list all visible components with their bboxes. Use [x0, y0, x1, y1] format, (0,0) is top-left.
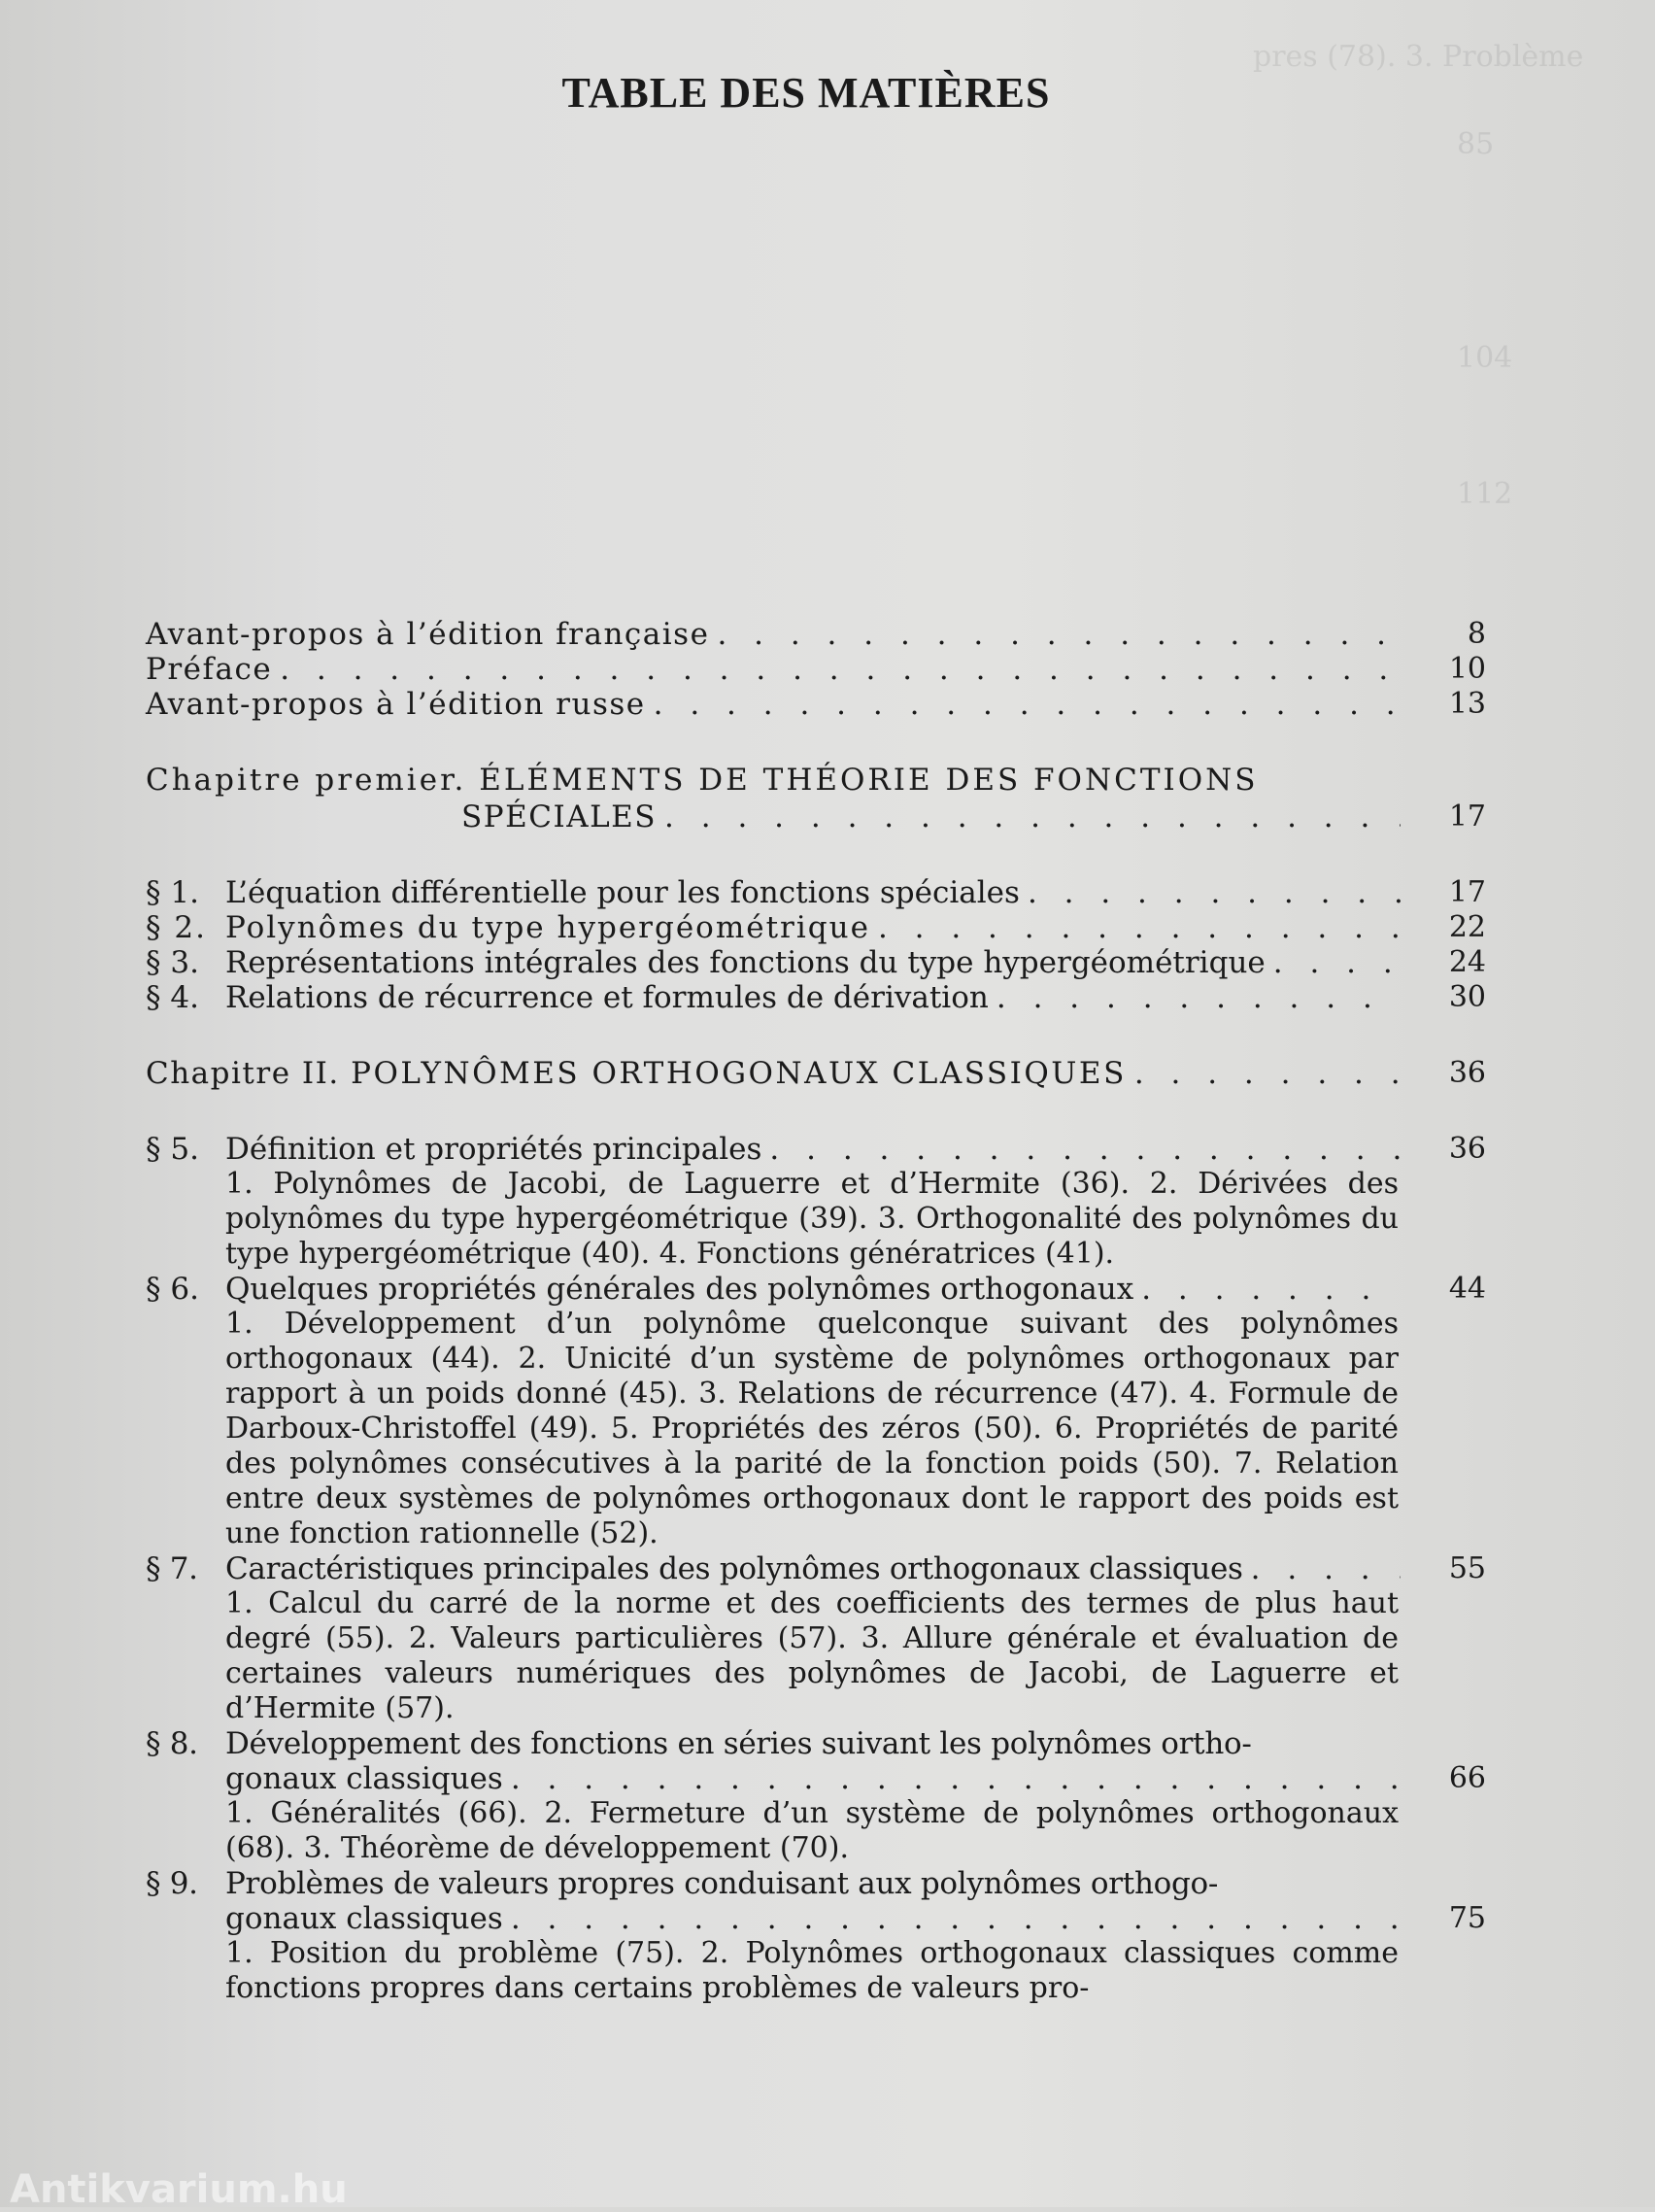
toc-entry-section-5[interactable]: § 5. Définition et propriétés principales . . . 36	[146, 1132, 1486, 1167]
leader-dots	[1273, 945, 1401, 980]
leader-dots	[280, 652, 1401, 687]
leader-dots	[1251, 1551, 1401, 1586]
bleed-through-text: 104	[1457, 341, 1513, 375]
table-of-contents	[146, 617, 1486, 2006]
leader-dots	[654, 687, 1401, 722]
page-number: 22	[1448, 910, 1486, 944]
page-number: 44	[1448, 1272, 1486, 1306]
bleed-through-text: 112	[1457, 477, 1513, 511]
page-number: 75	[1448, 1901, 1486, 1935]
section-number: § 1.	[146, 875, 199, 910]
chapter-2-heading[interactable]	[146, 1056, 1486, 1091]
bleed-through-text: pres (78). 3. Problème	[1253, 40, 1584, 74]
chapter-title: ÉLÉMENTS DE THÉORIE DES FONCTIONS	[479, 763, 1259, 798]
bleed-through-text: 85	[1457, 127, 1495, 161]
page-number: 8	[1467, 617, 1486, 651]
leader-dots	[664, 800, 1401, 834]
page-number: 36	[1448, 1056, 1486, 1090]
page-number: 17	[1448, 875, 1486, 909]
section-number: § 5.	[146, 1132, 199, 1167]
leader-dots	[1028, 875, 1401, 910]
leader-dots	[878, 910, 1401, 945]
chapter-title: POLYNÔMES ORTHOGONAUX CLASSIQUES	[351, 1056, 1127, 1091]
section-number: § 4.	[146, 980, 199, 1015]
page-title: TABLE DES MATIÈRES	[561, 69, 1051, 117]
chapter-title-continued: SPÉCIALES	[461, 800, 658, 834]
toc-entry-section-9[interactable]: § 9. Problèmes de valeurs propres conduisant aux polynômes orthogo- gonaux classiques . . . 75	[146, 1866, 1486, 1936]
section-number: § 8.	[146, 1726, 198, 1761]
page-number: 24	[1448, 945, 1486, 979]
leader-dots	[1134, 1056, 1401, 1091]
page-number: 13	[1448, 687, 1486, 721]
watermark-logo: Antikvarium.hu	[10, 2167, 348, 2212]
chapter-label: Chapitre premier.	[146, 763, 467, 798]
page-number: 36	[1448, 1132, 1486, 1166]
leader-dots	[511, 1761, 1401, 1796]
section-subtopics: 1. Position du problème (75). 2. Polynômes orthogonaux classiques comme fonctions propres dans certains problèmes de valeurs pro-	[225, 1936, 1399, 2005]
section-number: § 2.	[146, 910, 207, 945]
leader-dots	[511, 1901, 1401, 1936]
toc-entry-section-4[interactable]: § 4. Relations de récurrence et formules de dérivation . . . 30	[146, 980, 1486, 1015]
leader-dots	[717, 617, 1401, 652]
section-subtopics: 1. Calcul du carré de la norme et des coefficients des termes de plus haut degré (55). 2. Valeurs particulières (57). 3. Allure générale et évaluation de certaines valeurs numériques des polynômes de Jacobi, de Laguerre et d’Hermite (57).	[225, 1586, 1399, 1725]
section-subtopics: 1. Généralités (66). 2. Fermeture d’un système de polynômes orthogonaux (68). 3. Théorème de développement (70).	[225, 1796, 1399, 1865]
chapter-1-heading[interactable]	[146, 761, 1486, 834]
section-number: § 7.	[146, 1551, 198, 1586]
section-number: § 9.	[146, 1866, 198, 1901]
toc-entry-section-6[interactable]: § 6. Quelques propriétés générales des polynômes orthogonaux . . . 44	[146, 1272, 1486, 1307]
section-number: § 6.	[146, 1272, 199, 1307]
leader-dots	[1141, 1272, 1401, 1307]
toc-entry-front-1[interactable]: Avant-propos à l’édition française . . . 8	[146, 617, 1486, 652]
toc-entry-section-8[interactable]: § 8. Développement des fonctions en séries suivant les polynômes ortho- gonaux classiques . . . 66	[146, 1726, 1486, 1796]
toc-entry-section-7[interactable]: § 7. Caractéristiques principales des polynômes orthogonaux classiques . . . 55	[146, 1551, 1486, 1586]
page-number: 10	[1448, 652, 1486, 686]
page-number: 17	[1448, 800, 1486, 834]
toc-entry-front-2[interactable]: Préface . . . 10	[146, 652, 1486, 687]
page-number: 30	[1448, 980, 1486, 1014]
toc-entry-section-1[interactable]: § 1. L’équation différentielle pour les fonctions spéciales . . . 17	[146, 875, 1486, 910]
section-number: § 3.	[146, 945, 199, 980]
toc-entry-section-2[interactable]: § 2. Polynômes du type hypergéométrique . . . 22	[146, 910, 1486, 945]
page-number: 55	[1448, 1551, 1486, 1585]
page-number: 66	[1448, 1761, 1486, 1795]
leader-dots	[996, 980, 1401, 1015]
toc-entry-section-3[interactable]: § 3. Représentations intégrales des fonctions du type hypergéométrique . . . 24	[146, 945, 1486, 980]
section-subtopics: 1. Polynômes de Jacobi, de Laguerre et d’Hermite (36). 2. Dérivées des polynômes du type hypergéométrique (39). 3. Orthogonalité des polynômes du type hypergéométrique (40). 4. Fonctions génératrices (41).	[225, 1167, 1399, 1271]
toc-entry-front-3[interactable]: Avant-propos à l’édition russe . . . 13	[146, 687, 1486, 722]
chapter-label: Chapitre II.	[146, 1056, 340, 1091]
leader-dots	[769, 1132, 1401, 1167]
section-subtopics: 1. Développement d’un polynôme quelconque suivant des polynômes orthogonaux (44). 2. Unicité d’un système de polynômes orthogonaux par rapport à un poids donné (45). 3. Relations de récurrence (47). 4. Formule de Darboux-Christoffel (49). 5. Propriétés des zéros (50). 6. Propriétés de parité des polynômes consécutives à la parité de la fonction poids (50). 7. Relation entre deux systèmes de polynômes orthogonaux dont le rapport des poids est une fonction rationnelle (52).	[225, 1307, 1399, 1550]
